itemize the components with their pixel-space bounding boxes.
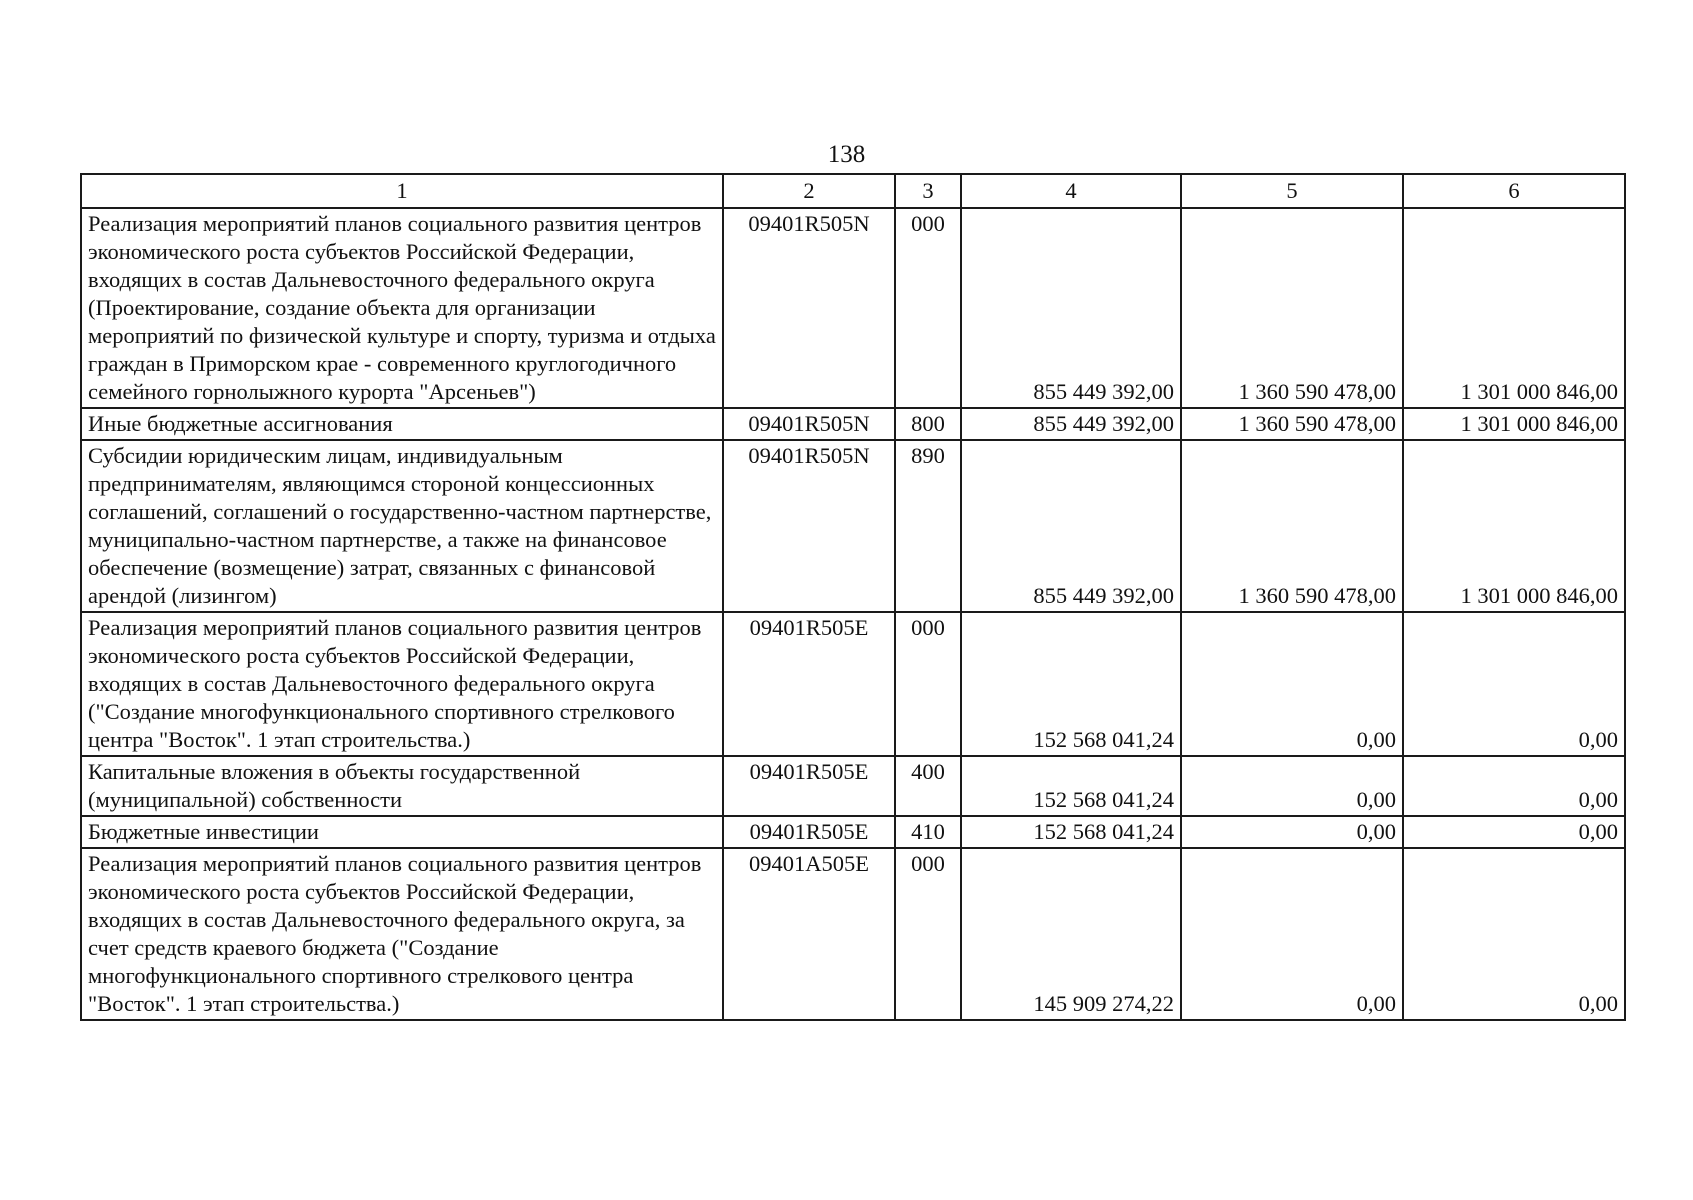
table-row <box>81 756 1625 816</box>
header-cell: 3 <box>895 174 961 208</box>
row-amount-col5: 1 360 590 478,00 <box>1181 440 1403 612</box>
header-cell: 6 <box>1403 174 1625 208</box>
row-name: Субсидии юридическим лицам, индивидуальным предпринимателям, являющимся стороной концессионных соглашений, соглашений о государственно-частном партнерстве, муниципально-частном партнерстве, а также на финансовое обеспечение (возмещение) затрат, связанных с финансовой арендой (лизингом) <box>81 440 723 612</box>
row-name: Реализация мероприятий планов социального развития центров экономического роста субъектов Российской Федерации, входящих в состав Дальневосточного федерального округа ("Создание многофункционального спортивного стрелкового центра "Восток". 1 этап строительства.) <box>81 612 723 756</box>
row-amount-col6: 0,00 <box>1403 612 1625 756</box>
row-amount-col4: 145 909 274,22 <box>961 848 1181 1020</box>
row-kind: 000 <box>895 848 961 1020</box>
budget-table <box>80 173 1626 1021</box>
row-code: 09401R505N <box>723 440 895 612</box>
row-amount-col4: 152 568 041,24 <box>961 612 1181 756</box>
header-cell: 5 <box>1181 174 1403 208</box>
row-amount-col6: 1 301 000 846,00 <box>1403 408 1625 440</box>
row-amount-col6: 0,00 <box>1403 848 1625 1020</box>
header-cell: 2 <box>723 174 895 208</box>
row-name: Иные бюджетные ассигнования <box>81 408 723 440</box>
page-number: 138 <box>827 141 866 168</box>
row-amount-col4: 152 568 041,24 <box>961 816 1181 848</box>
row-amount-col4: 855 449 392,00 <box>961 408 1181 440</box>
header-cell: 1 <box>81 174 723 208</box>
row-kind: 800 <box>895 408 961 440</box>
row-code: 09401A505E <box>723 848 895 1020</box>
row-kind: 000 <box>895 612 961 756</box>
row-kind: 410 <box>895 816 961 848</box>
row-name: Реализация мероприятий планов социального развития центров экономического роста субъектов Российской Федерации, входящих в состав Дальневосточного федерального округа, за счет средств краевого бюджета ("Создание многофункционального спортивного стрелкового центра "Восток". 1 этап строительства.) <box>81 848 723 1020</box>
table-header-row <box>81 174 1625 208</box>
row-name: Капитальные вложения в объекты государственной (муниципальной) собственности <box>81 756 723 816</box>
row-amount-col6: 0,00 <box>1403 756 1625 816</box>
row-code: 09401R505E <box>723 612 895 756</box>
row-kind: 890 <box>895 440 961 612</box>
table-row <box>81 208 1625 408</box>
row-amount-col4: 152 568 041,24 <box>961 756 1181 816</box>
row-amount-col6: 1 301 000 846,00 <box>1403 208 1625 408</box>
row-amount-col5: 1 360 590 478,00 <box>1181 408 1403 440</box>
row-amount-col4: 855 449 392,00 <box>961 208 1181 408</box>
table-row <box>81 408 1625 440</box>
table-row <box>81 816 1625 848</box>
row-amount-col6: 1 301 000 846,00 <box>1403 440 1625 612</box>
row-code: 09401R505E <box>723 816 895 848</box>
row-amount-col4: 855 449 392,00 <box>961 440 1181 612</box>
row-kind: 000 <box>895 208 961 408</box>
row-name: Бюджетные инвестиции <box>81 816 723 848</box>
table-row <box>81 848 1625 1020</box>
row-amount-col6: 0,00 <box>1403 816 1625 848</box>
row-amount-col5: 0,00 <box>1181 612 1403 756</box>
row-amount-col5: 0,00 <box>1181 816 1403 848</box>
row-amount-col5: 1 360 590 478,00 <box>1181 208 1403 408</box>
table-row <box>81 440 1625 612</box>
row-code: 09401R505N <box>723 408 895 440</box>
row-kind: 400 <box>895 756 961 816</box>
row-amount-col5: 0,00 <box>1181 848 1403 1020</box>
row-name: Реализация мероприятий планов социального развития центров экономического роста субъектов Российской Федерации, входящих в состав Дальневосточного федерального округа (Проектирование, создание объекта для организации мероприятий по физической культуре и спорту, туризма и отдыха граждан в Приморском крае - современного круглогодичного семейного горнолыжного курорта "Арсеньев") <box>81 208 723 408</box>
header-cell: 4 <box>961 174 1181 208</box>
table-row <box>81 612 1625 756</box>
row-code: 09401R505E <box>723 756 895 816</box>
row-code: 09401R505N <box>723 208 895 408</box>
row-amount-col5: 0,00 <box>1181 756 1403 816</box>
